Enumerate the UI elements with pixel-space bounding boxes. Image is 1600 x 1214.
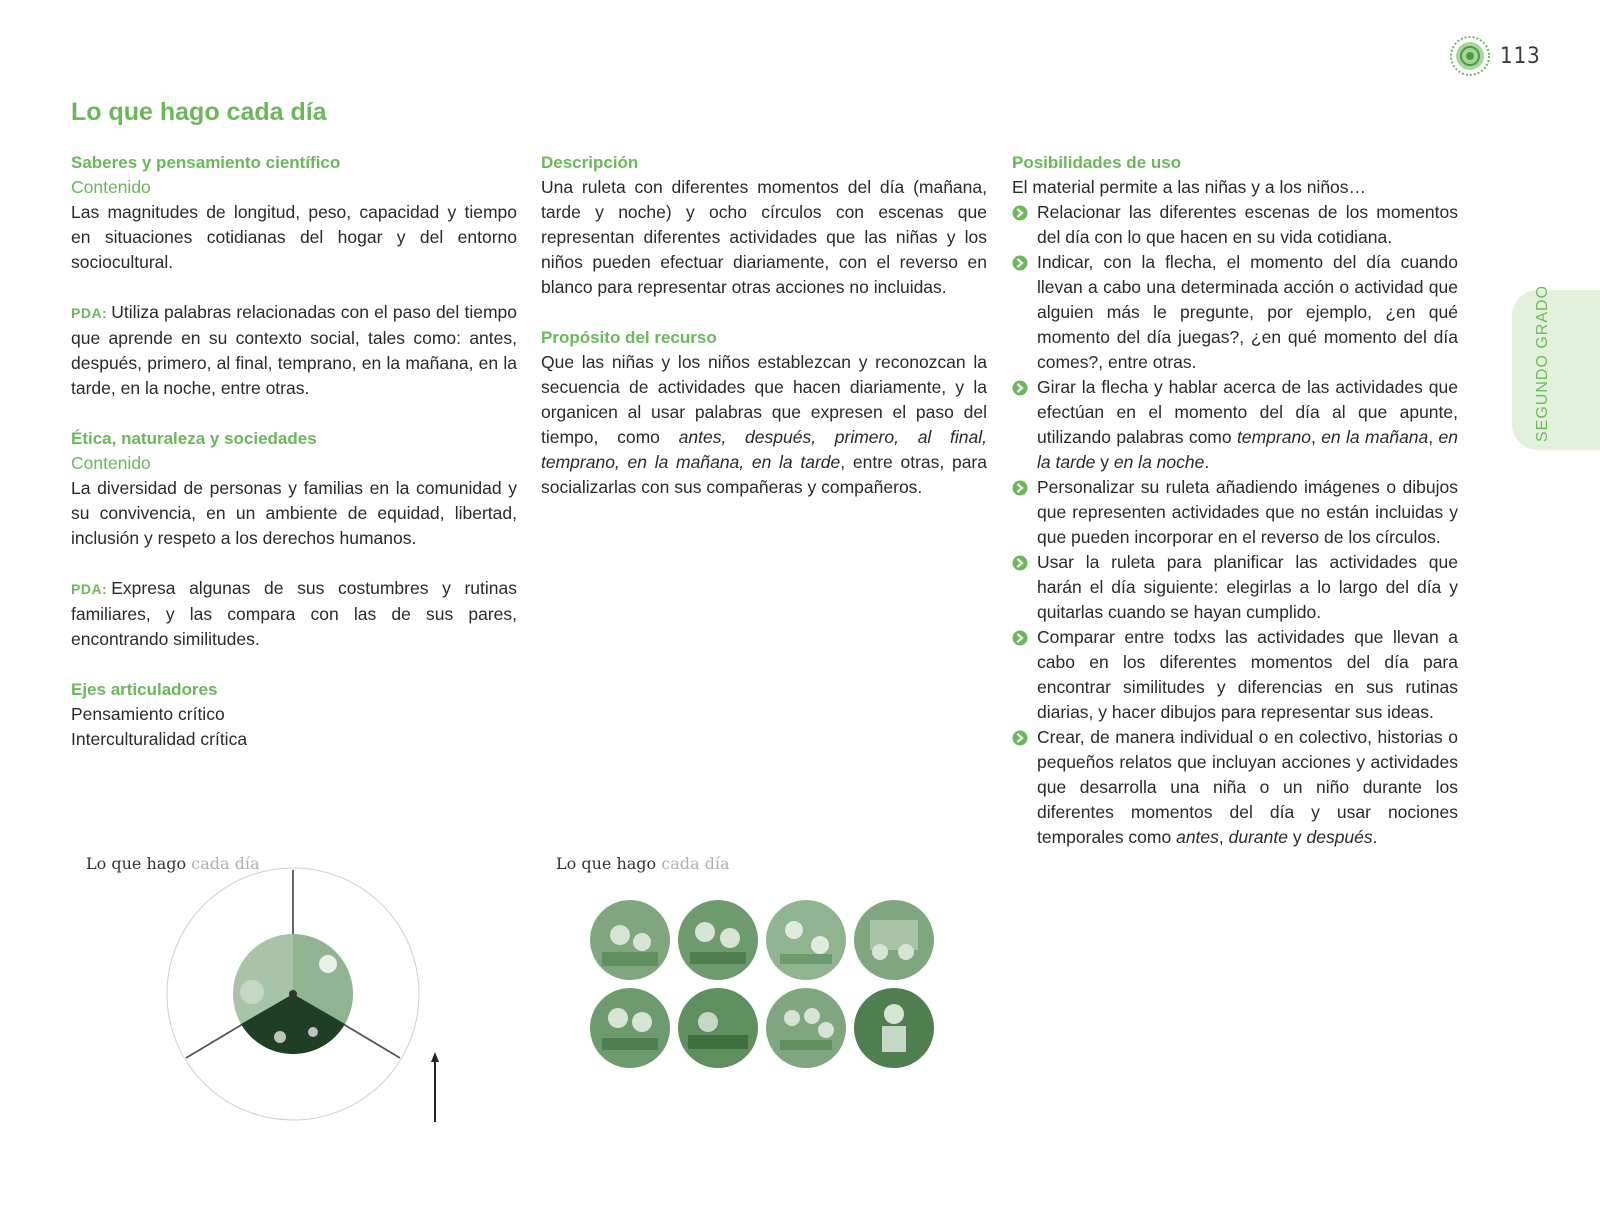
- figure-title: Lo que hago cada día: [556, 854, 730, 873]
- eje-item: Interculturalidad crítica: [71, 729, 248, 749]
- scene-circle: [590, 988, 670, 1068]
- proposito-text: [541, 350, 987, 500]
- proposito-heading: Propósito del recurso: [541, 328, 717, 347]
- grade-side-tab: [1512, 284, 1600, 450]
- roulette-illustration: [150, 862, 450, 1132]
- posibilidades-heading: Posibilidades de uso: [1012, 153, 1182, 172]
- list-item: [1012, 200, 1458, 250]
- pda-label: PDA:: [71, 581, 108, 597]
- list-item-text: Indicar, con la flecha, el momento del día cuando llevan a cabo una determinada acción o actividad que alguien más le pregunte, por ejemplo, ¿en qué momento del día juegas?, ¿en qué momento del día comes?, entre otras.: [1037, 252, 1458, 372]
- list-item: [1012, 375, 1458, 475]
- pda-paragraph: [71, 576, 517, 652]
- scene-circle: [766, 900, 846, 980]
- contenido-label: Contenido: [71, 177, 151, 197]
- posibilidades-intro: El material permite a las niñas y a los niños…: [1012, 177, 1367, 197]
- scenes-figure: [556, 854, 730, 873]
- list-item-text: Relacionar las diferentes escenas de los momentos del día con lo que hacen en su vida cotidiana.: [1037, 202, 1458, 247]
- column-saberes: [71, 150, 517, 752]
- chevron-right-icon: [1012, 205, 1028, 221]
- list-item-text: Girar la flecha y hablar acerca de las actividades que efectúan en el momento del día al que apunte, utilizando palabras como temprano, en la mañana, en la tarde y en la noche.: [1037, 377, 1458, 472]
- list-item: [1012, 250, 1458, 375]
- chevron-right-icon: [1012, 630, 1028, 646]
- list-item-text: Usar la ruleta para planificar las actividades que harán el día siguiente: elegirlas a lo largo del día y quitarlas cuando se hayan cumplido.: [1037, 552, 1458, 622]
- chevron-right-icon: [1012, 480, 1028, 496]
- proposito-text-italic: antes, después, primero, al final, temprano, en la mañana, en la tarde: [541, 427, 988, 472]
- page-header: [1450, 36, 1541, 76]
- chevron-right-icon: [1012, 255, 1028, 271]
- scene-circle: [766, 988, 846, 1068]
- list-item-text: Comparar entre todxs las actividades que llevan a cabo en los diferentes momentos del día para encontrar similitudes y diferencias en sus rutinas diarias, y hacer dibujos para representar sus ideas.: [1037, 627, 1458, 722]
- eje-item: Pensamiento crítico: [71, 704, 225, 724]
- proposito-text-part: Que las niñas y los niños establezcan y reconozcan la secuencia de actividades que hacen diariamente, y la organicen al usar palabras que expresen el paso del tiempo, como: [541, 352, 987, 447]
- list-item: [1012, 725, 1458, 850]
- list-item: [1012, 625, 1458, 725]
- page-title: Lo que hago cada día: [71, 98, 327, 126]
- contenido-label: Contenido: [71, 453, 151, 473]
- column-descripcion: [541, 150, 987, 500]
- ejes-heading: Ejes articuladores: [71, 680, 218, 699]
- figure-title: Lo que hago cada día: [86, 854, 260, 873]
- grade-side-tab-label: SEGUNDO GRADO: [1534, 284, 1551, 442]
- page-number: 113: [1500, 43, 1541, 69]
- scene-circle: [854, 988, 934, 1068]
- pda-text: Utiliza palabras relacionadas con el paso del tiempo que aprende en su contexto social, tales como: antes, después, primero, al final, temprano, en la mañana, en la tarde, en la noche, entre otras.: [71, 302, 517, 398]
- list-item-text: Personalizar su ruleta añadiendo imágenes o dibujos que representen actividades que no están incluidas y que pueden incorporar en el reverso de los círculos.: [1037, 477, 1458, 547]
- contenido-text: Las magnitudes de longitud, peso, capacidad y tiempo en situaciones cotidianas del hogar y del entorno sociocultural.: [71, 202, 517, 272]
- etica-heading: Ética, naturaleza y sociedades: [71, 429, 317, 448]
- contenido-text: La diversidad de personas y familias en la comunidad y su convivencia, en un ambiente de equidad, libertad, inclusión y respeto a los derechos humanos.: [71, 478, 517, 548]
- proposito-text-part: , entre otras, para socializarlas con sus compañeras y compañeros.: [541, 452, 987, 497]
- list-item-text: Crear, de manera individual o en colectivo, historias o pequeños relatos que incluyan acciones y actividades que desarrolla una niña o un niño durante los diferentes momentos del día y usar nociones temporales como antes, durante y después.: [1037, 727, 1458, 847]
- chevron-right-icon: [1012, 730, 1028, 746]
- list-item: [1012, 550, 1458, 625]
- scene-circle: [854, 900, 934, 980]
- scene-circle: [678, 988, 758, 1068]
- scene-circle: [590, 900, 670, 980]
- pda-label: PDA:: [71, 305, 108, 321]
- uses-list: [1012, 200, 1458, 850]
- descripcion-heading: Descripción: [541, 153, 639, 172]
- scene-circles-illustration: [580, 890, 940, 1080]
- column-posibilidades: [1012, 150, 1458, 850]
- list-item: [1012, 475, 1458, 550]
- scene-circle: [678, 900, 758, 980]
- sun-emblem-icon: [1450, 36, 1490, 76]
- chevron-right-icon: [1012, 380, 1028, 396]
- pda-text: Expresa algunas de sus costumbres y rutinas familiares, y las compara con las de sus pares, encontrando similitudes.: [71, 578, 517, 649]
- pda-paragraph: [71, 300, 517, 401]
- chevron-right-icon: [1012, 555, 1028, 571]
- saberes-heading: Saberes y pensamiento científico: [71, 153, 341, 172]
- descripcion-text: Una ruleta con diferentes momentos del día (mañana, tarde y noche) y ocho círculos con escenas que representan diferentes actividades que las niñas y los niños pueden efectuar diariamente, con el reverso en blanco para representar otras acciones no incluidas.: [541, 177, 987, 297]
